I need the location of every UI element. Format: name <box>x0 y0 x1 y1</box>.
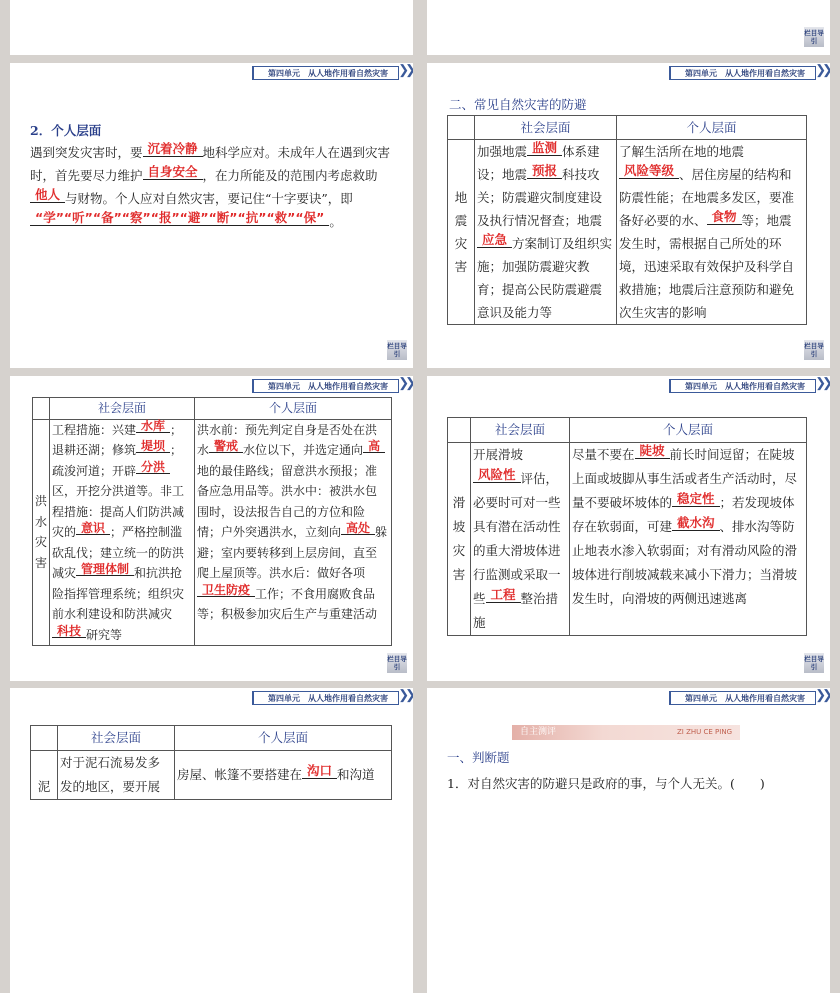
col-header-social: 社会层面 <box>475 116 617 140</box>
debris-flow-table <box>30 725 392 800</box>
question-1: 1．对自然灾害的防避只是政府的事，与个人无关。( ) <box>447 776 765 791</box>
answer-blank: 陡坡 <box>635 445 670 459</box>
nav-label: 栏目导引 <box>804 342 824 358</box>
nav-guide-button[interactable] <box>804 340 824 360</box>
text-segment: 、排水沟等防止地表水渗入软弱面；对有滑动风险的滑坡体进行削坡减载来减小下滑力；当滑坡发生时，向滑坡的两侧迅速逃离 <box>572 519 798 606</box>
col-header-personal: 个人层面 <box>617 116 807 140</box>
text-segment: ，在力所能及的范围内考虑救助 <box>202 168 378 183</box>
text-segment: 体系建设；地震 <box>477 144 600 182</box>
text-segment: 躲避；室内要转移到上层房间，直至爬上屋顶等。洪水后：做好各项 <box>197 525 388 580</box>
chevron-right-icon: ❯❯ <box>398 63 412 78</box>
chevron-right-icon: ❯❯ <box>398 688 412 703</box>
answer-blank: 预报 <box>527 165 562 179</box>
answer-blank: 水库 <box>136 420 170 433</box>
section-heading: 一、判断题 <box>447 750 510 765</box>
text-segment: 和抗洪抢险指挥管理系统；组织灾前水利建设和防洪减灾 <box>52 566 185 621</box>
col-header-social: 社会层面 <box>58 726 175 751</box>
col-header-personal: 个人层面 <box>570 418 807 443</box>
nav-label: 栏目导引 <box>804 29 824 45</box>
text-segment: 。 <box>329 214 342 229</box>
flood-table <box>32 397 392 646</box>
chevron-right-icon: ❯❯ <box>815 63 829 78</box>
answer-blank: 自身安全 <box>143 166 203 180</box>
answer-blank: “学”“听”“备”“察”“报”“避”“断”“抗”“救”“保” <box>30 212 329 226</box>
section-heading: 二、常见自然灾害的防避 <box>449 97 587 112</box>
answer-blank: 工程 <box>486 589 521 603</box>
text-segment: 前长时间逗留；在陡坡上面或坡脚从事生活或者生产活动时，尽量不要破坏坡体的 <box>572 447 798 510</box>
slide-6[interactable] <box>427 376 830 681</box>
nav-guide-button[interactable] <box>804 27 824 47</box>
text-segment: 科技攻关；防震避灾制度建设及执行情况督查；地震 <box>477 167 603 228</box>
text-segment: 开展滑坡 <box>473 447 524 462</box>
unit-tag <box>252 379 399 393</box>
earthquake-table <box>447 115 807 325</box>
answer-blank: 高 <box>363 440 385 453</box>
text-segment: 洪水前：预先判定自身是否处在洪水 <box>197 422 378 457</box>
personal-cell <box>570 443 807 636</box>
banner-title: 自主测评 <box>520 727 557 737</box>
unit-tag <box>669 66 816 80</box>
text-segment: 和沟道 <box>337 767 375 782</box>
text-segment: 地的最佳路线；留意洪水预报；准备应急用品等。洪水中：被洪水包围时，设法报告自己的方位和险情；户外突遇洪水，立刻向 <box>197 463 378 539</box>
answer-blank: 食物 <box>707 211 742 225</box>
text-segment: ；严格控制滥砍乱伐；建立统一的防洪减灾 <box>52 525 185 580</box>
personal-cell <box>195 419 392 646</box>
row-label: 滑坡灾害 <box>448 443 471 636</box>
unit-tag-text: 第四单元 从人地作用看自然灾害 <box>268 68 388 78</box>
text-segment: 对于泥石流易发多发的地区，要开展 <box>60 755 161 794</box>
text-segment: 方案制订及组织实施；加强防震避灾教育；提高公民防震避震意识及能力等 <box>477 236 613 320</box>
answer-blank: 卫生防疫 <box>197 584 255 597</box>
slide-4[interactable] <box>427 63 830 368</box>
text-segment: 加强地震 <box>477 144 528 159</box>
unit-tag-text: 第四单元 从人地作用看自然灾害 <box>685 693 805 703</box>
unit-tag-text: 第四单元 从人地作用看自然灾害 <box>685 68 805 78</box>
section-heading: 2．个人层面 <box>30 123 102 138</box>
answer-blank: 沟口 <box>302 765 337 779</box>
self-assessment-banner <box>512 725 740 740</box>
nav-guide-button[interactable] <box>804 653 824 673</box>
text-segment: 工程措施：兴建 <box>52 422 137 437</box>
unit-tag-text: 第四单元 从人地作用看自然灾害 <box>268 693 388 703</box>
text-segment: 房屋、帐篷不要搭建在 <box>177 767 303 782</box>
answer-blank: 堤坝 <box>136 440 170 453</box>
nav-guide-button[interactable] <box>387 653 407 673</box>
text-segment: 与财物。个人应对自然灾害，要记住“十字要诀”，即 <box>65 191 353 206</box>
col-header-personal: 个人层面 <box>175 726 392 751</box>
answer-blank: 沉着冷静 <box>143 143 203 157</box>
slide-3[interactable] <box>10 63 413 368</box>
answer-blank: 分洪 <box>136 461 170 474</box>
text-segment: ；退耕还湖；修筑 <box>52 422 183 457</box>
text-segment: 遇到突发灾害时，要 <box>30 145 143 160</box>
text-segment: 地科学应对。未成年人在遇到灾害时，首先要尽力维护 <box>30 145 391 183</box>
text-segment: 了解生活所在地的地震 <box>619 144 745 159</box>
nav-label: 栏目导引 <box>387 342 407 358</box>
social-cell <box>475 140 617 325</box>
text-segment: 等；地震发生时，需根据自己所处的环境，迅速采取有效保护及科学自救措施；地震后注意预防和避免次生灾害的影响 <box>619 213 795 320</box>
nav-label: 栏目导引 <box>804 655 824 671</box>
answer-blank: 应急 <box>477 234 512 248</box>
text-segment: 、居住房屋的结构和防震性能；在地震多发区，要准备好必要的水、 <box>619 167 795 228</box>
row-label: 洪水灾害 <box>33 419 50 646</box>
col-header-personal: 个人层面 <box>195 398 392 420</box>
col-header-social: 社会层面 <box>50 398 195 420</box>
text-segment: 评估，必要时可对一些具有潜在活动性的重大滑坡体进行监测或采取一些 <box>473 471 561 606</box>
text-segment: 尽量不要在 <box>572 447 635 462</box>
row-label: 泥 <box>31 751 58 800</box>
text-segment: 研究等 <box>86 627 123 642</box>
col-header-social: 社会层面 <box>471 418 570 443</box>
text-segment: ；若发现坡体存在软弱面，可建 <box>572 495 795 534</box>
slide-8[interactable] <box>427 688 830 993</box>
text-segment: ；疏浚河道；开辟 <box>52 443 183 478</box>
personal-cell <box>617 140 807 325</box>
unit-tag <box>669 691 816 705</box>
answer-blank: 警戒 <box>209 440 243 453</box>
nav-guide-button[interactable] <box>387 340 407 360</box>
row-label: 地震灾害 <box>448 140 475 325</box>
answer-blank: 管理体制 <box>76 563 134 576</box>
answer-blank: 截水沟 <box>672 517 720 531</box>
text-segment: 整治措施 <box>473 591 559 630</box>
text-segment: 水位以下，并选定通向 <box>243 443 364 457</box>
slide-5[interactable] <box>10 376 413 681</box>
social-cell <box>58 751 175 800</box>
personal-cell <box>175 751 392 800</box>
unit-tag <box>669 379 816 393</box>
answer-blank: 监测 <box>527 142 562 156</box>
chevron-right-icon: ❯❯ <box>398 376 412 391</box>
slide-2[interactable] <box>427 0 830 55</box>
text-segment: 工作；不食用腐败食品等；积极参加灾后生产与重建活动 <box>197 586 378 621</box>
answer-blank: 稳定性 <box>672 493 720 507</box>
social-cell <box>471 443 570 636</box>
banner-pinyin: ZI ZHU CE PING <box>677 728 732 736</box>
answer-blank: 他人 <box>30 189 65 203</box>
landslide-table <box>447 417 807 636</box>
chevron-right-icon: ❯❯ <box>815 688 829 703</box>
social-cell <box>50 419 195 646</box>
text-segment: 区，开挖分洪道等。非工程措施：提高人们防洪减灾的 <box>52 484 185 539</box>
answer-blank: 风险性 <box>473 469 521 483</box>
unit-tag <box>252 691 399 705</box>
paragraph <box>30 141 395 233</box>
nav-label: 栏目导引 <box>387 655 407 671</box>
answer-blank: 高处 <box>341 522 375 535</box>
slide-7[interactable] <box>10 688 413 993</box>
answer-blank: 科技 <box>52 625 86 638</box>
unit-tag-text: 第四单元 从人地作用看自然灾害 <box>685 381 805 391</box>
answer-blank: 风险等级 <box>619 165 679 179</box>
unit-tag-text: 第四单元 从人地作用看自然灾害 <box>268 381 388 391</box>
chevron-right-icon: ❯❯ <box>815 376 829 391</box>
answer-blank: 意识 <box>76 522 110 535</box>
slide-1[interactable] <box>10 0 413 55</box>
unit-tag <box>252 66 399 80</box>
